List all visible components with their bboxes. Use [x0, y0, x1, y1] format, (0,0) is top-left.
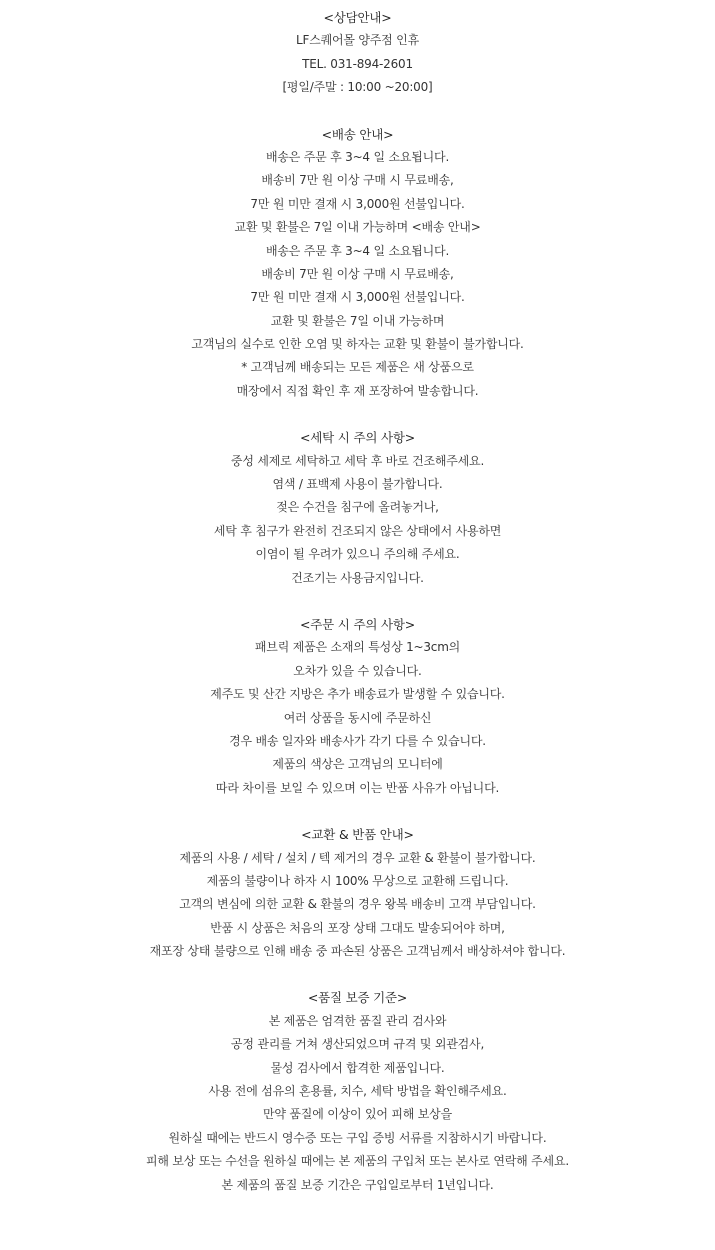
order-heading: <주문 시 주의 사항> [300, 616, 415, 632]
quality-line: 원하실 때에는 반드시 영수증 또는 구입 증빙 서류를 지참하시기 바랍니다. [168, 1130, 547, 1145]
order-line: 제주도 및 산간 지방은 추가 배송료가 발생할 수 있습니다. [210, 687, 505, 702]
quality-line: 사용 전에 섬유의 혼용률, 치수, 세탁 방법을 확인해주세요. [208, 1084, 507, 1099]
shipping-line: 교환 및 환불은 7일 이내 가능하며 <배송 안내> [234, 220, 481, 235]
exchange-line: 재포장 상태 불량으로 인해 배송 중 파손된 상품은 고객님께서 배상하셔야 합니다. [149, 944, 566, 959]
order-line: 패브릭 제품은 소재의 특성상 1~3cm의 [254, 640, 461, 655]
hours-line: [평일/주말 : 10:00 ~20:00] [282, 80, 433, 95]
quality-line: 만약 품질에 이상이 있어 피해 보상을 [263, 1107, 452, 1122]
shipping-line: 교환 및 환불은 7일 이내 가능하며 [270, 313, 445, 328]
exchange-section [0, 823, 715, 963]
quality-heading: <품질 보증 기준> [307, 990, 408, 1006]
quality-line: 공정 관리를 거쳐 생산되었으며 규격 및 외관검사, [230, 1037, 485, 1052]
order-line: 따라 차이를 보일 수 있으며 이는 반품 사유가 아닙니다. [215, 780, 500, 795]
exchange-line: 제품의 사용 / 세탁 / 설치 / 텍 제거의 경우 교환 & 환불이 불가합니다. [179, 850, 536, 865]
shipping-line: 7만 원 미만 결재 시 3,000원 선불입니다. [250, 196, 465, 211]
washing-line: 세탁 후 침구가 완전히 건조되지 않은 상태에서 사용하면 [213, 523, 502, 538]
washing-line: 염색 / 표백제 사용이 불가합니다. [272, 477, 443, 492]
shipping-line: 고객님의 실수로 인한 오염 및 하자는 교환 및 환불이 불가합니다. [191, 337, 524, 352]
shipping-line: 배송은 주문 후 3~4 일 소요됩니다. [265, 243, 450, 258]
washing-line: 건조기는 사용금지입니다. [291, 570, 424, 585]
exchange-line: 제품의 불량이나 하자 시 100% 무상으로 교환해 드립니다. [206, 873, 509, 888]
exchange-line: 반품 시 상품은 처음의 포장 상태 그대도 발송되어야 하며, [210, 920, 505, 935]
shipping-line: 매장에서 직접 확인 후 재 포장하여 발송합니다. [236, 383, 479, 398]
quality-line: 본 제품의 품질 보증 기간은 구입일로부터 1년입니다. [221, 1177, 494, 1192]
shipping-line: * 고객님께 배송되는 모든 제품은 새 상품으로 [241, 360, 474, 375]
store-name-line: LF스퀘어몰 양주점 인휴 [296, 33, 419, 48]
shipping-line: 배송비 7만 원 이상 구매 시 무료배송, [261, 266, 454, 281]
order-line: 경우 배송 일자와 배송사가 각기 다를 수 있습니다. [229, 733, 486, 748]
shipping-section [0, 123, 715, 404]
order-section [0, 613, 715, 800]
order-line: 제품의 색상은 고객님의 모니터에 [272, 757, 443, 772]
order-line: 오차가 있을 수 있습니다. [293, 663, 422, 678]
order-line: 여러 상품을 동시에 주문하신 [283, 710, 432, 725]
shipping-heading: <배송 안내> [321, 126, 394, 142]
washing-heading: <세탁 시 주의 사항> [300, 430, 415, 446]
shipping-line: 배송은 주문 후 3~4 일 소요됩니다. [265, 149, 450, 164]
quality-line: 피해 보상 또는 수선을 원하실 때에는 본 제품의 구입처 또는 본사로 연락해 주세요. [146, 1154, 569, 1169]
exchange-line: 고객의 변심에 의한 교환 & 환불의 경우 왕복 배송비 고객 부담입니다. [179, 897, 536, 912]
exchange-heading: <교환 & 반품 안내> [301, 827, 414, 843]
washing-section [0, 426, 715, 590]
quality-line: 물성 검사에서 합격한 제품입니다. [270, 1060, 445, 1075]
washing-line: 젖은 수건을 침구에 올려놓거나, [276, 500, 439, 515]
phone-line: TEL. 031-894-2601 [302, 56, 413, 71]
quality-section [0, 986, 715, 1197]
shipping-line: 7만 원 미만 결재 시 3,000원 선불입니다. [250, 290, 465, 305]
washing-line: 이염이 될 우려가 있으니 주의해 주세요. [255, 547, 460, 562]
consultation-heading: <상담안내> [323, 10, 392, 25]
washing-line: 중성 세제로 세탁하고 세탁 후 바로 건조해주세요. [230, 453, 485, 468]
shipping-line: 배송비 7만 원 이상 구매 시 무료배송, [261, 173, 454, 188]
quality-line: 본 제품은 엄격한 품질 관리 검사와 [268, 1013, 447, 1028]
consultation-section [0, 6, 715, 100]
